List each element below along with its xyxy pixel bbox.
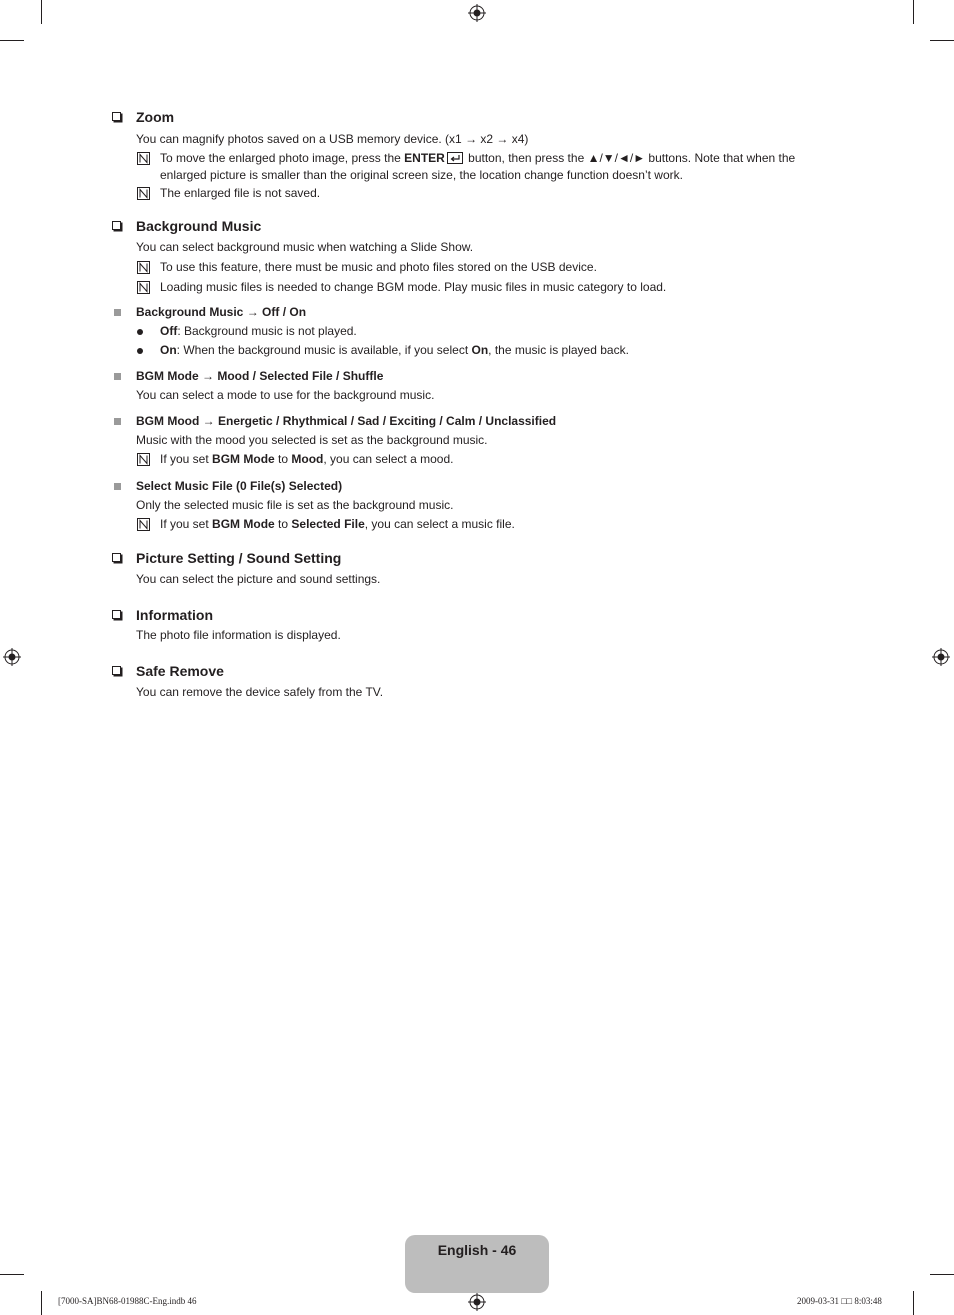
subsection-heading-select-music-file: Select Music File (0 File(s) Selected)	[111, 477, 831, 496]
section-heading-picture-sound-setting: Picture Setting / Sound Setting	[111, 549, 831, 567]
picture-sound-description: You can select the picture and sound settings.	[136, 572, 381, 586]
crop-mark	[0, 1274, 24, 1275]
registration-mark-icon	[932, 648, 950, 666]
zoom-description: You can magnify photos saved on a USB memory device. (x1 → x2 → x4)	[136, 132, 529, 146]
section-heading-safe-remove: Safe Remove	[111, 662, 831, 680]
bgm-mood-description: Music with the mood you selected is set as the background music.	[136, 433, 488, 447]
registration-mark-icon	[468, 4, 486, 22]
note-icon	[137, 187, 150, 200]
bullet-off: Off: Background music is not played.	[111, 322, 831, 341]
crop-mark	[913, 1291, 914, 1315]
checkbox-bullet-icon	[112, 553, 121, 562]
crop-mark	[41, 0, 42, 24]
background-music-description: You can select background music when watching a Slide Show.	[136, 240, 474, 254]
background-music-note-usb: To use this feature, there must be music and photo files stored on the USB device.	[111, 258, 831, 277]
bullet-on: On: When the background music is available, if you select On, the music is played back.	[111, 341, 831, 360]
bgm-mode-description: You can select a mode to use for the background music.	[136, 388, 435, 402]
bullet-dot-icon	[137, 329, 143, 335]
page-number-label: English - 46	[437, 1242, 517, 1258]
print-slug-file: [7000-SA]BN68-01988C-Eng.indb 46	[58, 1296, 197, 1306]
subsection-heading-bgm-mood: BGM Mood → Energetic / Rhythmical / Sad / Exciting / Calm / Unclassified	[111, 412, 831, 431]
crop-mark	[41, 1291, 42, 1315]
registration-mark-icon	[468, 1293, 486, 1311]
subsection-heading-bgm-mode: BGM Mode → Mood / Selected File / Shuffle	[111, 367, 831, 386]
checkbox-bullet-icon	[112, 221, 121, 230]
enter-label: ENTER	[404, 151, 445, 165]
section-heading-information: Information	[111, 606, 831, 624]
registration-mark-icon	[3, 648, 21, 666]
manual-content	[111, 108, 831, 702]
checkbox-bullet-icon	[112, 610, 121, 619]
square-bullet-icon	[114, 309, 121, 316]
square-bullet-icon	[114, 483, 121, 490]
subsection-heading-background-music-on-off: Background Music → Off / On	[111, 303, 831, 322]
note-icon	[137, 152, 150, 165]
bgm-mood-note: If you set BGM Mode to Mood, you can select a mood.	[111, 450, 831, 469]
checkbox-bullet-icon	[112, 112, 121, 121]
note-icon	[137, 453, 150, 466]
background-music-note-loading: Loading music files is needed to change BGM mode. Play music files in music category to load.	[111, 278, 831, 297]
crop-mark	[930, 1274, 954, 1275]
safe-remove-description: You can remove the device safely from the TV.	[136, 685, 384, 699]
section-heading-zoom: Zoom	[111, 108, 831, 126]
square-bullet-icon	[114, 373, 121, 380]
zoom-note-not-saved: The enlarged file is not saved.	[111, 185, 831, 202]
enter-key-icon	[447, 152, 463, 164]
checkbox-bullet-icon	[112, 666, 121, 675]
note-icon	[137, 518, 150, 531]
note-icon	[137, 261, 150, 274]
select-music-file-note: If you set BGM Mode to Selected File, you can select a music file.	[111, 515, 831, 534]
zoom-note-move: To move the enlarged photo image, press the ENTER button, then press the ▲/▼/◄/► buttons. Note that when the enlarged picture is smaller than the original screen size, the location change function doesn’t work.	[111, 150, 831, 184]
section-heading-background-music: Background Music	[111, 217, 831, 235]
crop-mark	[0, 40, 24, 41]
crop-mark	[913, 0, 914, 24]
square-bullet-icon	[114, 418, 121, 425]
print-slug-date: 2009-03-31 □□ 8:03:48	[797, 1296, 882, 1306]
note-icon	[137, 281, 150, 294]
information-description: The photo file information is displayed.	[136, 628, 341, 642]
crop-mark	[930, 40, 954, 41]
bullet-dot-icon	[137, 348, 143, 354]
select-music-file-description: Only the selected music file is set as the background music.	[136, 498, 454, 512]
